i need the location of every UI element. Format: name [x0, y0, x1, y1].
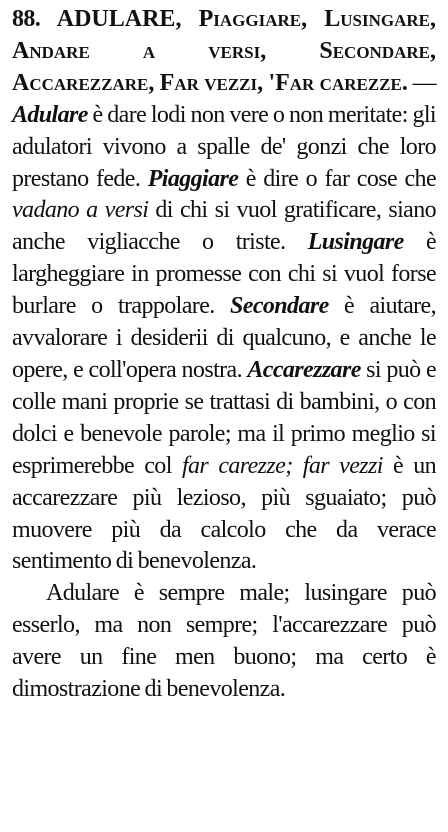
body-text: è un accarezzare più lezioso, più sguaiato; può muovere più da calcolo che da verace sentimento di benevolenza.	[12, 452, 437, 575]
body-text: è aiutare, avvalorare i desiderii di qualcuno, e anche le opere, e coll'opera nostra.	[12, 293, 436, 383]
body-text: è dire o far cose che	[238, 165, 436, 192]
body-text: di chi si vuol gratificare, siano anche vigliacche o triste.	[12, 197, 437, 256]
term-text: vadano a versi	[12, 197, 149, 224]
term-text: Lusingare	[307, 229, 404, 256]
term-text: far carezze; far vezzi	[181, 452, 383, 479]
body-text: è dare lodi non vere o non meritate: gli adulatori vivono a spalle de' gonzi che loro prestano fede.	[12, 101, 436, 192]
term-text: Accarezzare	[247, 356, 361, 383]
body-text: è largheggiare in promesse con chi si vuol forse burlare o trappolare.	[12, 229, 436, 320]
term-text: Secondare	[230, 293, 329, 320]
term-text: Piaggiare	[147, 165, 239, 192]
entry-paragraph	[12, 4, 436, 578]
entry-number: 88.	[12, 6, 41, 32]
entry-body	[12, 70, 436, 575]
body-text: si può e colle mani proprie se trattasi di bambini, o con dolci e benevole parole; ma il primo meglio si esprimerebbe col	[12, 356, 436, 479]
entry-headwords: ADULARE, Piaggiare, Lusingare, Andare a versi, Secondare, Accarezzare, Far vezzi, 'Far carezze.	[12, 6, 436, 96]
body-text: —	[412, 69, 436, 96]
term-text: Adulare	[12, 101, 88, 128]
conclusion-paragraph: Adulare è sempre male; lusingare può esserlo, ma non sempre; l'accarezzare può avere un fine men buono; ma certo è dimostrazione di benevolenza.	[12, 580, 436, 703]
